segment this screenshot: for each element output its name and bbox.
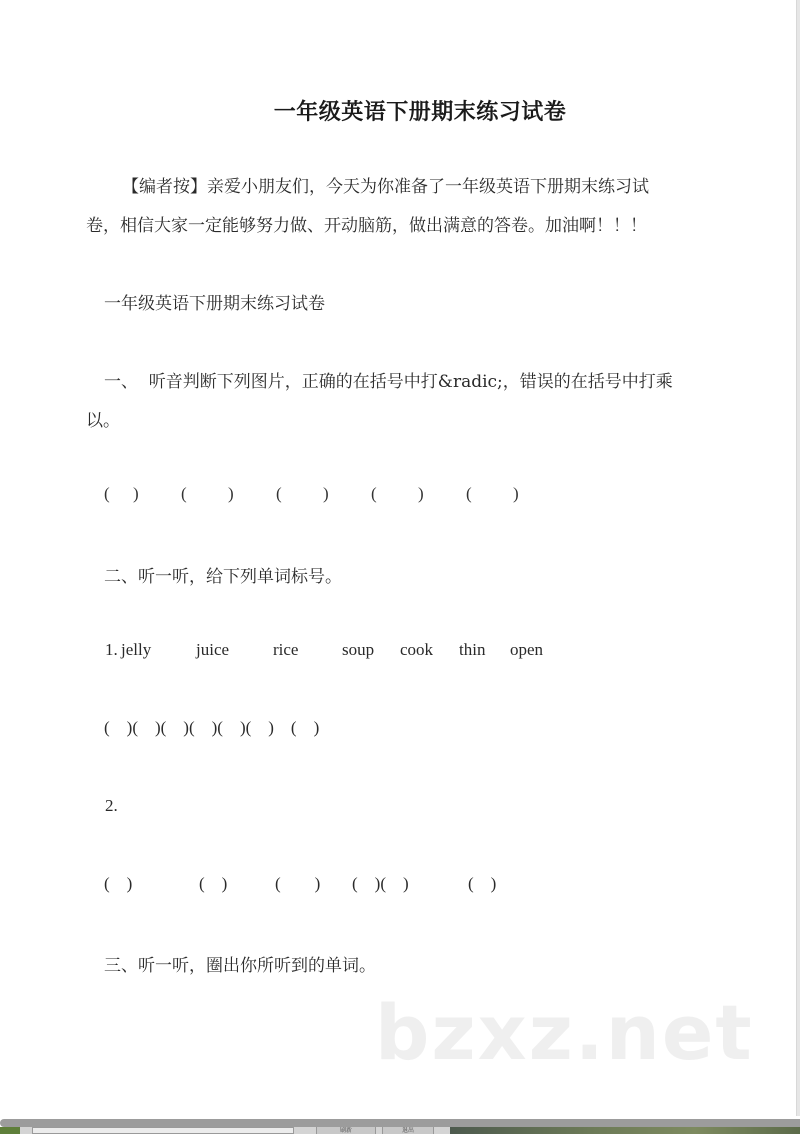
intro-paragraph-line-2: 卷，相信大家一定能够努力做、开动脑筋，做出满意的答卷。加油啊！！！ xyxy=(86,216,647,236)
bracket-close: ) xyxy=(513,484,519,503)
address-input[interactable] xyxy=(32,1127,294,1134)
q1-label: 1. xyxy=(105,640,118,659)
bracket-open: ( xyxy=(466,484,472,503)
bracket-pair: ( ) xyxy=(275,874,321,893)
bracket-pair: ( ) xyxy=(199,874,228,893)
bracket-pair: ( ) xyxy=(468,874,497,893)
word-item: soup xyxy=(342,640,375,659)
word-item: open xyxy=(510,640,544,659)
word-item: jelly xyxy=(121,640,152,659)
horizontal-scrollbar[interactable] xyxy=(0,1119,800,1127)
app-icon[interactable] xyxy=(0,1127,20,1134)
taskbar xyxy=(0,1127,800,1134)
word-item: cook xyxy=(400,640,434,659)
exit-button[interactable]: 退出 xyxy=(382,1127,434,1134)
intro-paragraph-line-1: 【编者按】亲爱小朋友们，今天为你准备了一年级英语下册期末练习试 xyxy=(122,177,649,197)
bracket-close: ) xyxy=(228,484,234,503)
document-subtitle: 一年级英语下册期末练习试卷 xyxy=(104,294,325,314)
bracket-pair: ( )( ) xyxy=(352,874,409,893)
bracket-open: ( xyxy=(104,484,110,503)
page-right-edge xyxy=(796,0,800,1116)
section-3-heading: 三、听一听，圈出你所听到的单词。 xyxy=(104,956,376,976)
section-2-heading: 二、听一听，给下列单词标号。 xyxy=(104,567,342,587)
section-2-q2-label: 2. xyxy=(105,796,118,815)
bracket-pair: ( ) xyxy=(104,874,133,893)
background-image-strip xyxy=(450,1127,800,1134)
bracket-open: ( xyxy=(371,484,377,503)
bracket-open: ( xyxy=(181,484,187,503)
section-1-heading-line-1: 一、 听音判断下列图片，正确的在括号中打&radic;，错误的在括号中打乘 xyxy=(104,372,673,392)
bracket-open: ( xyxy=(276,484,282,503)
word-item: thin xyxy=(459,640,486,659)
document-title: 一年级英语下册期末练习试卷 xyxy=(273,100,567,125)
section-1-heading-line-2: 以。 xyxy=(86,411,120,431)
word-item: juice xyxy=(196,640,230,659)
bracket-close: ) xyxy=(323,484,329,503)
section-2-q1-brackets: ( )( )( )( )( )( ) ( ) xyxy=(104,718,320,737)
refresh-button[interactable]: 刷新 xyxy=(316,1127,376,1134)
word-item: rice xyxy=(273,640,299,659)
bracket-close: ) xyxy=(418,484,424,503)
watermark-text: bzxz.net xyxy=(375,988,754,1077)
bracket-close: ) xyxy=(133,484,139,503)
